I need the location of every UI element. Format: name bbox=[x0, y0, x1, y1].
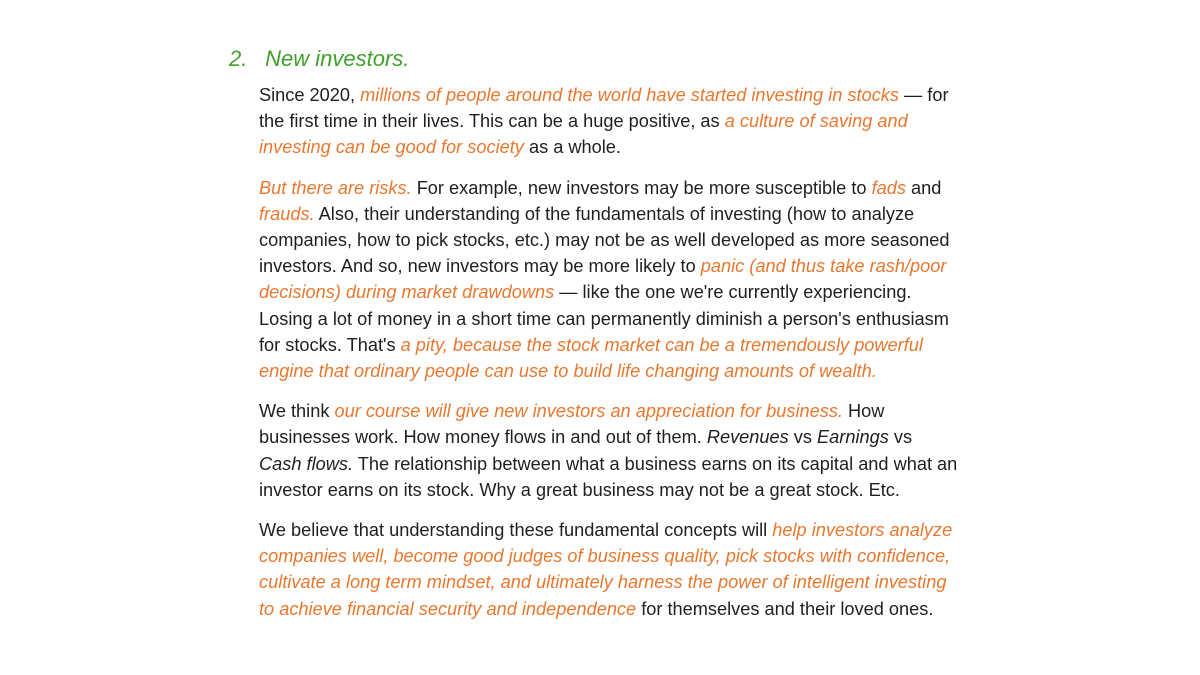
body-text: We think bbox=[259, 401, 335, 422]
italic-term: Cash flows. bbox=[259, 453, 354, 474]
paragraph-belief bbox=[259, 517, 959, 622]
body-text: vs bbox=[888, 427, 913, 448]
highlighted-phrase: help investors analyze companies well, become good judges of business quality, pick stocks with confidence, cultivate a long term mindset, and ultimately harness the power of intelligent investing to achieve financial security and independence bbox=[259, 520, 953, 619]
body-text: for themselves and their loved ones. bbox=[636, 598, 934, 619]
paragraph-adoption bbox=[259, 82, 959, 161]
highlighted-phrase: fads bbox=[871, 177, 906, 198]
body-text: How businesses work. How money flows in and out of them. bbox=[259, 401, 885, 448]
section-title: New investors. bbox=[265, 46, 410, 71]
italic-term: Earnings bbox=[817, 427, 889, 448]
body-text: Since 2020, bbox=[259, 85, 361, 105]
section-number: 2. bbox=[229, 46, 248, 71]
body-text: — for the first time in their lives. This can be a huge positive, as bbox=[259, 85, 949, 132]
italic-term: Revenues bbox=[706, 427, 789, 448]
highlighted-phrase: But there are risks. bbox=[259, 177, 412, 198]
body-text: The relationship between what a business earns on its capital and what an investor earns on its stock. Why a great business may not be a great stock. Etc. bbox=[259, 453, 958, 500]
body-text: vs bbox=[788, 427, 818, 448]
body-text: For example, new investors may be more susceptible to bbox=[411, 177, 872, 198]
body-text: We believe that understanding these fundamental concepts will bbox=[259, 520, 773, 541]
highlighted-phrase: millions of people around the world have started investing in stocks bbox=[360, 85, 899, 105]
body-text: — like the one we're currently experiencing. Losing a lot of money in a short time can permanently diminish a person's enthusiasm for stocks. That's bbox=[259, 282, 949, 355]
highlighted-phrase: a culture of saving and investing can be good for society bbox=[259, 111, 908, 158]
section-body bbox=[259, 82, 959, 636]
body-text: and bbox=[905, 177, 942, 198]
highlighted-phrase: frauds. bbox=[259, 203, 315, 224]
section-heading bbox=[229, 44, 409, 74]
highlighted-phrase: panic (and thus take rash/poor decisions) during market drawdowns bbox=[259, 256, 947, 303]
body-text: as a whole. bbox=[523, 137, 621, 158]
paragraph-course bbox=[259, 398, 959, 503]
highlighted-phrase: a pity, because the stock market can be a tremendously powerful engine that ordinary people can use to build life changing amounts of wealth. bbox=[259, 334, 923, 382]
body-text: Also, their understanding of the fundamentals of investing (how to analyze companies, how to pick stocks, etc.) may not be as well developed as more seasoned investors. And so, new investors may be more likely to bbox=[259, 203, 950, 277]
paragraph-risks bbox=[259, 175, 959, 385]
highlighted-phrase: our course will give new investors an appreciation for business. bbox=[334, 401, 843, 422]
